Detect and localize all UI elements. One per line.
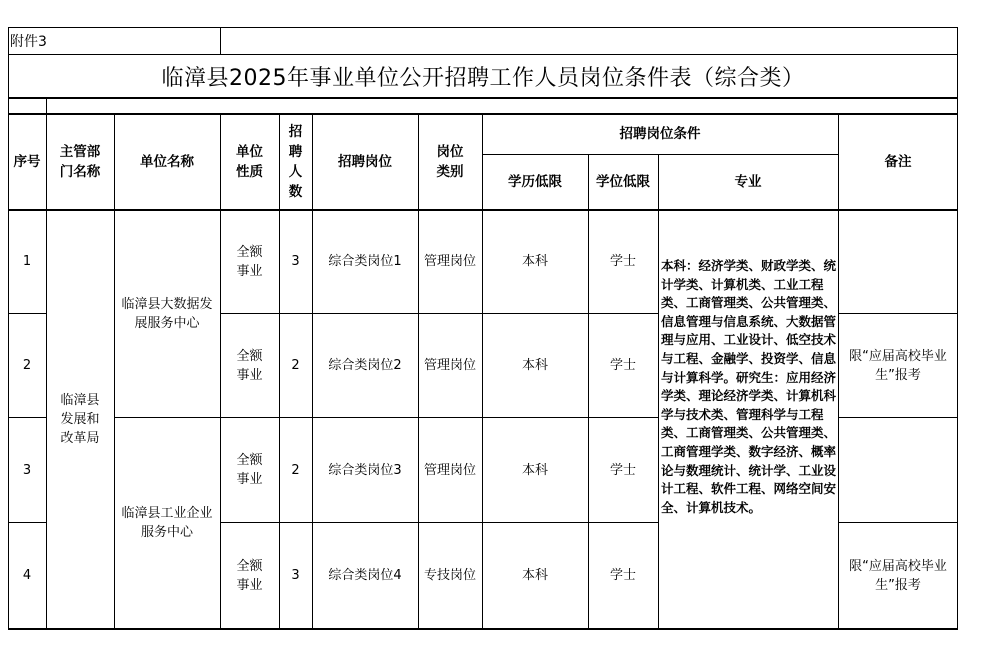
row-post: 综合类岗位4 <box>328 568 402 583</box>
row-seq: 4 <box>22 568 32 583</box>
row-degree: 学士 <box>609 254 636 269</box>
header-major: 专业 <box>734 174 762 190</box>
grid-line <box>220 27 221 54</box>
unit-name: 临漳县工业企业服务中心 <box>121 506 213 540</box>
row-nature: 全额事业 <box>236 244 263 279</box>
header-conditions: 招聘岗位条件 <box>619 126 701 142</box>
recruitment-table <box>8 27 958 629</box>
department-name: 临漳县发展和改革局 <box>60 392 100 446</box>
header-category: 岗位类别 <box>436 143 464 180</box>
row-education: 本科 <box>521 358 548 373</box>
annex-label: 附件3 <box>10 33 47 50</box>
row-count: 3 <box>291 254 300 269</box>
row-remarks: 限“应届高校毕业生”报考 <box>849 558 947 593</box>
page-title: 临漳县2025年事业单位公开招聘工作人员岗位条件表（综合类） <box>161 65 805 91</box>
major-requirements: 本科：经济学类、财政学类、统计学类、计算机类、工业工程类、工商管理类、公共管理类、信息管理与信息系统、大数据管理与应用、工业设计、低空技术与工程、金融学、投资学、信息与计算科学。研究生：应用经济学类、理论经济学类、计算机科学与技术类、管理科学与工程类、工商管理类、公共管理类、工商管理学类、数字经济、概率论与数理统计、统计学、工业设计工程、软件工程、网络空间安全、计算机技术。 <box>661 258 837 515</box>
header-seq: 序号 <box>13 153 41 170</box>
row-category: 管理岗位 <box>423 462 476 478</box>
row-nature: 全额事业 <box>236 558 263 593</box>
grid-line <box>838 417 958 418</box>
row-degree: 学士 <box>609 462 636 478</box>
row-degree: 学士 <box>609 568 636 583</box>
row-post: 综合类岗位3 <box>328 462 402 478</box>
row-count: 3 <box>291 568 300 583</box>
row-nature: 全额事业 <box>236 348 263 383</box>
header-remarks: 备注 <box>884 153 912 170</box>
header-unit: 单位名称 <box>140 153 194 170</box>
header-nature: 单位性质 <box>236 143 263 180</box>
unit-name: 临漳县大数据发展服务中心 <box>121 296 213 331</box>
row-post: 综合类岗位1 <box>328 254 402 269</box>
grid-line <box>8 628 958 630</box>
row-education: 本科 <box>521 254 548 269</box>
row-category: 专技岗位 <box>423 568 476 583</box>
row-nature: 全额事业 <box>236 453 263 487</box>
grid-line <box>8 97 958 99</box>
row-post: 综合类岗位2 <box>328 358 402 373</box>
row-education: 本科 <box>521 462 548 478</box>
row-count: 2 <box>291 462 300 478</box>
row-seq: 2 <box>22 358 32 373</box>
row-degree: 学士 <box>609 358 636 373</box>
header-count: 招聘人数 <box>288 123 303 200</box>
row-remarks: 限“应届高校毕业生”报考 <box>849 348 947 383</box>
row-seq: 3 <box>22 462 32 478</box>
header-education: 学历低限 <box>508 174 562 190</box>
header-post: 招聘岗位 <box>338 153 392 170</box>
row-seq: 1 <box>22 254 32 269</box>
row-category: 管理岗位 <box>423 358 476 373</box>
header-dept: 主管部门名称 <box>59 143 101 180</box>
row-count: 2 <box>291 358 300 373</box>
row-education: 本科 <box>521 568 548 583</box>
header-degree: 学位低限 <box>596 174 650 190</box>
row-category: 管理岗位 <box>423 254 476 269</box>
